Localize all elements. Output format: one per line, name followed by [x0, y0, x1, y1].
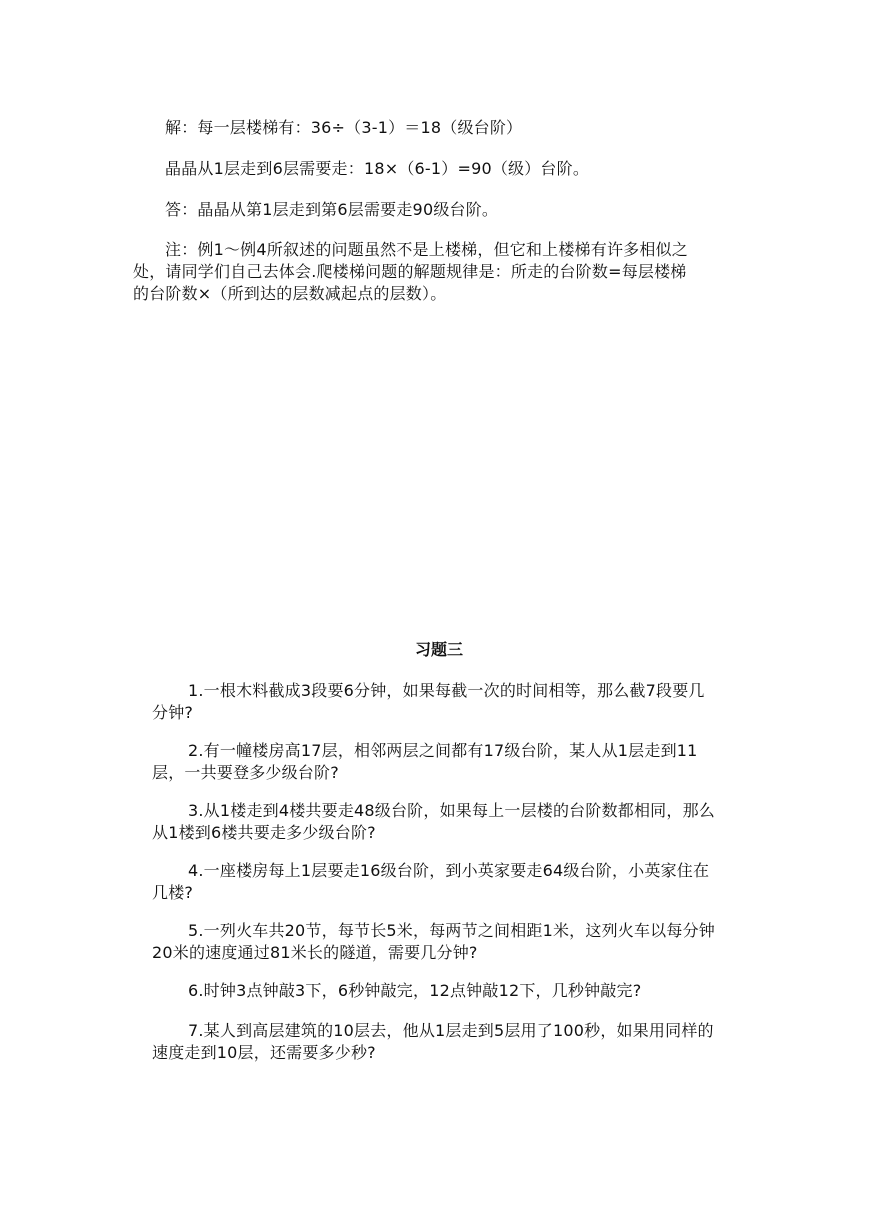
answer-line: 答：晶晶从第1层走到第6层需要走90级台阶。 [165, 200, 499, 219]
note-line-3: 的台阶数×（所到达的层数减起点的层数）。 [133, 284, 447, 303]
exercise-7-line-2: 速度走到10层，还需要多少秒? [152, 1043, 376, 1062]
exercise-4-line-1: 4.一座楼房每上1层要走16级台阶，到小英家要走64级台阶，小英家住在 [188, 861, 710, 880]
exercise-3-line-1: 3.从1楼走到4楼共要走48级台阶，如果每上一层楼的台阶数都相同，那么 [188, 801, 715, 820]
exercise-5-line-2: 20米的速度通过81米长的隧道，需要几分钟? [152, 943, 478, 962]
exercise-5-line-1: 5.一列火车共20节，每节长5米，每两节之间相距1米，这列火车以每分钟 [188, 921, 715, 940]
exercise-1-line-1: 1.一根木料截成3段要6分钟，如果每截一次的时间相等，那么截7段要几 [188, 681, 705, 700]
note-line-2: 处，请同学们自己去体会.爬楼梯问题的解题规律是：所走的台阶数=每层楼梯 [133, 262, 687, 281]
exercise-4-line-2: 几楼? [152, 883, 194, 902]
exercise-7-line-1: 7.某人到高层建筑的10层去，他从1层走到5层用了100秒，如果用同样的 [188, 1021, 714, 1040]
exercise-6-line-1: 6.时钟3点钟敲3下，6秒钟敲完，12点钟敲12下，几秒钟敲完? [188, 981, 642, 1000]
exercise-2-line-1: 2.有一幢楼房高17层，相邻两层之间都有17级台阶，某人从1层走到11 [188, 741, 698, 760]
solution-line-2: 晶晶从1层走到6层需要走：18×（6-1）=90（级）台阶。 [165, 159, 590, 178]
exercise-title: 习题三 [415, 640, 464, 659]
exercise-1-line-2: 分钟? [152, 703, 194, 722]
exercise-3-line-2: 从1楼到6楼共要走多少级台阶? [152, 823, 376, 842]
exercise-2-line-2: 层，一共要登多少级台阶? [152, 763, 339, 782]
note-line-1: 注：例1～例4所叙述的问题虽然不是上楼梯，但它和上楼梯有许多相似之 [165, 240, 688, 259]
solution-line-1: 解：每一层楼梯有：36÷（3-1）＝18（级台阶） [165, 118, 523, 137]
